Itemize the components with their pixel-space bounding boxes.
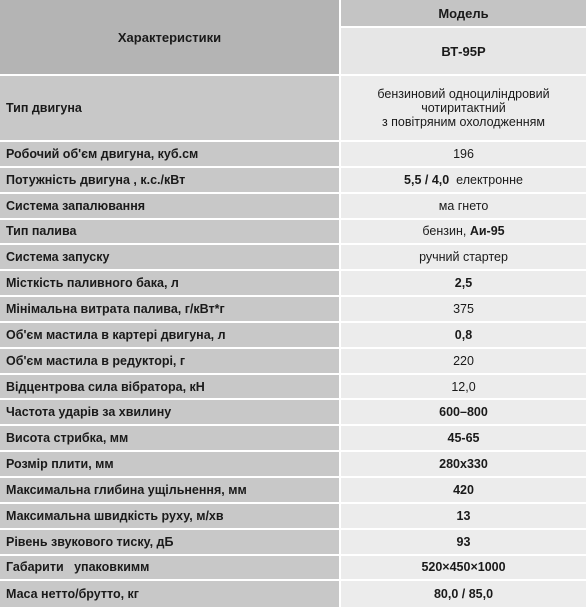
model-name: ВТ-95Р (341, 28, 586, 74)
table-row (0, 530, 586, 556)
row-label: Відцентрова сила вібратора, кН (0, 375, 341, 399)
row-label: Габарити упаковкимм (0, 556, 341, 580)
table-row (0, 323, 586, 349)
table-row (0, 297, 586, 323)
row-value-bold: 2,5 (454, 276, 473, 291)
row-value-bold: 0,8 (454, 327, 473, 342)
row-value (341, 504, 586, 528)
row-value-bold: 5,5 / 4,0 (404, 172, 450, 187)
row-value-text: 375 (453, 301, 474, 316)
table-row (0, 556, 586, 582)
row-value (341, 168, 586, 192)
row-value-text: 12,0 (451, 379, 476, 394)
row-value (341, 349, 586, 373)
row-value-bold: Аи-95 (469, 224, 505, 239)
table-row (0, 400, 586, 426)
row-label: Потужність двигуна , к.с./кВт (0, 168, 341, 192)
table-header (0, 0, 586, 76)
row-label: Місткість паливного бака, л (0, 271, 341, 295)
row-value-bold: 520×450×1000 (421, 560, 506, 575)
engine-type-line-1: бензиновий одноциліндровий (377, 87, 550, 101)
row-value (341, 581, 586, 607)
row-label: Рівень звукового тиску, дБ (0, 530, 341, 554)
row-value-bold: 45-65 (447, 431, 480, 446)
row-label: Максимальна швидкість руху, м/хв (0, 504, 341, 528)
table-row (0, 271, 586, 297)
row-value (341, 220, 586, 244)
row-value (341, 556, 586, 580)
table-row (0, 349, 586, 375)
row-label: Маса нетто/брутто, кг (0, 581, 341, 607)
row-value-text: 196 (453, 146, 474, 161)
table-row (0, 452, 586, 478)
row-value-bold: 280x330 (439, 457, 488, 472)
row-value-bold: 600–800 (439, 405, 488, 420)
row-value (341, 530, 586, 554)
row-value (341, 297, 586, 321)
row-value (341, 142, 586, 166)
row-value (341, 194, 586, 218)
row-value (341, 426, 586, 450)
model-label: Модель (341, 0, 586, 28)
row-value-text: електронне (449, 172, 523, 187)
row-value (341, 375, 586, 399)
row-value (341, 323, 586, 347)
row-value-text: бензин, (422, 224, 470, 239)
table-row (0, 375, 586, 401)
row-value-bold: 93 (456, 534, 471, 549)
row-value-text: ручний стартер (419, 250, 508, 265)
row-value-text: ма гнето (438, 198, 489, 213)
row-value (341, 271, 586, 295)
row-label: Об'єм мастила в редукторі, г (0, 349, 341, 373)
table-row (0, 142, 586, 168)
table-row (0, 478, 586, 504)
table-row (0, 245, 586, 271)
table-row (0, 504, 586, 530)
table-row (0, 426, 586, 452)
row-label: Максимальна глибина ущільнення, мм (0, 478, 341, 502)
engine-type-line-3: з повітряним охолодженням (381, 115, 546, 129)
row-value (341, 478, 586, 502)
table-row-engine-type (0, 76, 586, 142)
row-value-text: 220 (453, 353, 474, 368)
table-row (0, 168, 586, 194)
table-row (0, 581, 586, 607)
table-row (0, 220, 586, 246)
row-label: Мінімальна витрата палива, г/кВт*г (0, 297, 341, 321)
row-value-bold: 420 (453, 482, 474, 497)
row-label: Тип двигуна (0, 76, 341, 140)
characteristics-header: Характеристики (0, 0, 341, 74)
table-row (0, 194, 586, 220)
row-label: Висота стрибка, мм (0, 426, 341, 450)
row-label: Об'єм мастила в картері двигуна, л (0, 323, 341, 347)
row-label: Система запалювання (0, 194, 341, 218)
row-label: Тип палива (0, 220, 341, 244)
row-label: Система запуску (0, 245, 341, 269)
row-value (341, 452, 586, 476)
row-value-bold: 80,0 / 85,0 (433, 587, 494, 602)
row-label: Частота ударів за хвилину (0, 400, 341, 424)
row-label: Робочий об'єм двигуна, куб.см (0, 142, 341, 166)
engine-type-line-2: чотиритактний (421, 101, 506, 115)
row-label: Розмір плити, мм (0, 452, 341, 476)
row-value (341, 400, 586, 424)
row-value (341, 245, 586, 269)
row-value (341, 76, 586, 140)
row-value-bold: 13 (456, 508, 471, 523)
model-header (341, 0, 586, 74)
